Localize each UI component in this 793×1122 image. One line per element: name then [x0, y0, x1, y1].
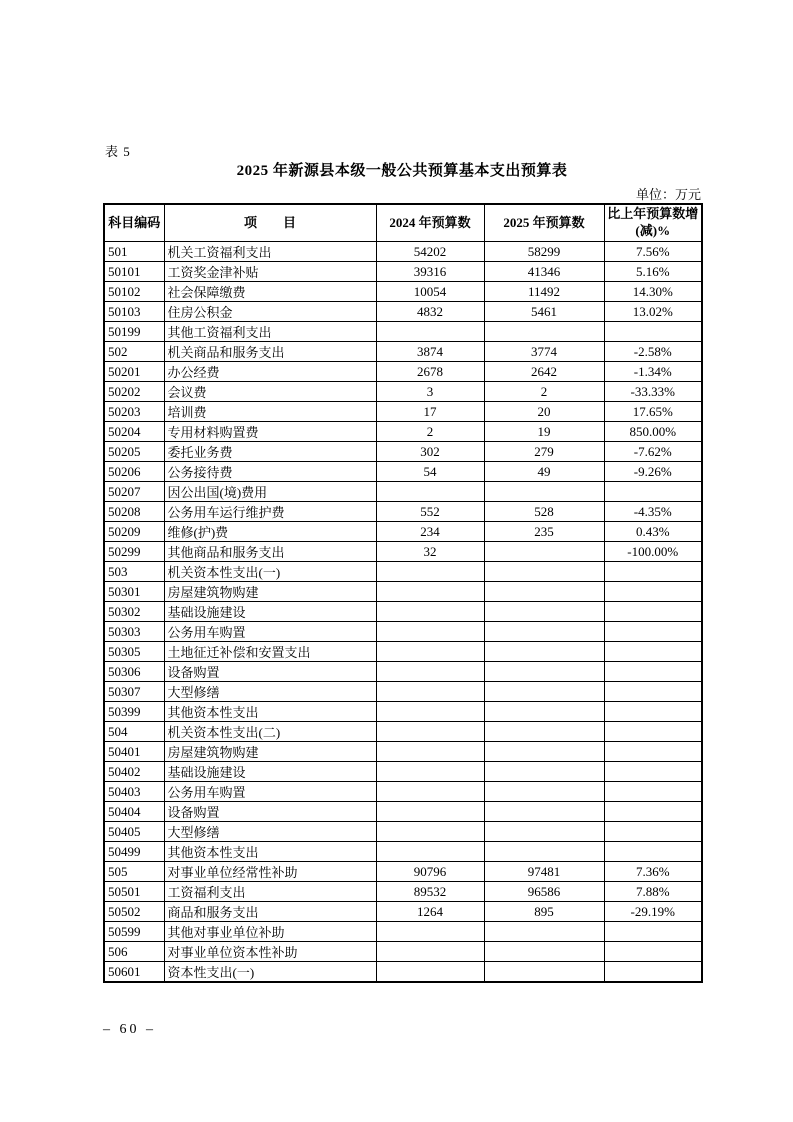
cell-code: 503: [104, 562, 164, 582]
cell-y2024: [376, 962, 484, 983]
table-row: [104, 682, 702, 702]
cell-pct: 7.36%: [604, 862, 702, 882]
table-row: [104, 442, 702, 462]
cell-y2024: [376, 942, 484, 962]
cell-item: 土地征迁补偿和安置支出: [164, 642, 376, 662]
cell-code: 50305: [104, 642, 164, 662]
cell-pct: [604, 842, 702, 862]
cell-item: 商品和服务支出: [164, 902, 376, 922]
cell-code: 50501: [104, 882, 164, 902]
cell-item: 公务用车购置: [164, 782, 376, 802]
cell-item: 设备购置: [164, 662, 376, 682]
cell-item: 住房公积金: [164, 302, 376, 322]
cell-y2024: [376, 742, 484, 762]
cell-y2025: 58299: [484, 242, 604, 262]
cell-code: 50101: [104, 262, 164, 282]
cell-pct: 7.56%: [604, 242, 702, 262]
cell-y2025: [484, 802, 604, 822]
cell-y2024: 10054: [376, 282, 484, 302]
cell-pct: [604, 782, 702, 802]
table-row: [104, 742, 702, 762]
cell-item: 因公出国(境)费用: [164, 482, 376, 502]
cell-item: 大型修缮: [164, 682, 376, 702]
cell-pct: [604, 742, 702, 762]
cell-pct: [604, 922, 702, 942]
table-row: [104, 842, 702, 862]
cell-code: 504: [104, 722, 164, 742]
table-row: [104, 562, 702, 582]
table-row: [104, 602, 702, 622]
cell-code: 50402: [104, 762, 164, 782]
cell-pct: 13.02%: [604, 302, 702, 322]
table-body: [104, 242, 702, 983]
cell-y2024: 54: [376, 462, 484, 482]
cell-code: 505: [104, 862, 164, 882]
cell-code: 50405: [104, 822, 164, 842]
cell-item: 基础设施建设: [164, 602, 376, 622]
column-header-y2025: 2025 年预算数: [484, 204, 604, 242]
cell-item: 对事业单位经常性补助: [164, 862, 376, 882]
cell-y2025: 235: [484, 522, 604, 542]
column-header-pct: 比上年预算数增(减)%: [604, 204, 702, 242]
cell-pct: -29.19%: [604, 902, 702, 922]
cell-code: 50102: [104, 282, 164, 302]
cell-pct: 14.30%: [604, 282, 702, 302]
cell-code: 502: [104, 342, 164, 362]
cell-code: 50204: [104, 422, 164, 442]
column-header-item: 项 目: [164, 204, 376, 242]
unit-note: 单位：万元: [635, 187, 701, 202]
document-title: 2025 年新源县本级一般公共预算基本支出预算表: [236, 163, 568, 179]
cell-y2025: [484, 322, 604, 342]
cell-y2024: 234: [376, 522, 484, 542]
cell-y2024: 302: [376, 442, 484, 462]
cell-y2025: 96586: [484, 882, 604, 902]
cell-y2025: 41346: [484, 262, 604, 282]
cell-y2025: [484, 642, 604, 662]
cell-y2024: [376, 802, 484, 822]
cell-y2024: [376, 622, 484, 642]
cell-y2025: 895: [484, 902, 604, 922]
cell-y2024: [376, 602, 484, 622]
cell-y2024: 2: [376, 422, 484, 442]
cell-y2025: 49: [484, 462, 604, 482]
cell-code: 50599: [104, 922, 164, 942]
cell-item: 对事业单位资本性补助: [164, 942, 376, 962]
cell-pct: -33.33%: [604, 382, 702, 402]
cell-y2025: 97481: [484, 862, 604, 882]
cell-code: 50203: [104, 402, 164, 422]
cell-pct: [604, 622, 702, 642]
cell-pct: -100.00%: [604, 542, 702, 562]
table-row: [104, 902, 702, 922]
table-row: [104, 702, 702, 722]
table-row: [104, 822, 702, 842]
cell-item: 机关商品和服务支出: [164, 342, 376, 362]
column-header-y2024: 2024 年预算数: [376, 204, 484, 242]
table-row: [104, 802, 702, 822]
cell-y2025: 2: [484, 382, 604, 402]
cell-y2025: 528: [484, 502, 604, 522]
cell-y2025: [484, 942, 604, 962]
cell-pct: [604, 582, 702, 602]
cell-item: 工资奖金津补贴: [164, 262, 376, 282]
cell-y2024: [376, 702, 484, 722]
cell-pct: -1.34%: [604, 362, 702, 382]
cell-code: 50302: [104, 602, 164, 622]
cell-item: 办公经费: [164, 362, 376, 382]
cell-y2024: 3874: [376, 342, 484, 362]
cell-item: 机关资本性支出(二): [164, 722, 376, 742]
cell-y2024: [376, 822, 484, 842]
cell-pct: [604, 602, 702, 622]
cell-code: 50207: [104, 482, 164, 502]
cell-item: 机关资本性支出(一): [164, 562, 376, 582]
cell-pct: [604, 802, 702, 822]
page-number: – 60 –: [103, 1022, 156, 1037]
cell-y2024: 89532: [376, 882, 484, 902]
table-row: [104, 482, 702, 502]
cell-item: 社会保障缴费: [164, 282, 376, 302]
cell-pct: 5.16%: [604, 262, 702, 282]
cell-item: 公务接待费: [164, 462, 376, 482]
cell-item: 其他资本性支出: [164, 842, 376, 862]
cell-item: 房屋建筑物购建: [164, 582, 376, 602]
cell-item: 其他工资福利支出: [164, 322, 376, 342]
table-row: [104, 422, 702, 442]
table-header: [104, 204, 702, 242]
cell-y2025: [484, 662, 604, 682]
table-row: [104, 882, 702, 902]
cell-item: 设备购置: [164, 802, 376, 822]
cell-pct: [604, 642, 702, 662]
cell-code: 50208: [104, 502, 164, 522]
cell-y2024: 3: [376, 382, 484, 402]
cell-item: 资本性支出(一): [164, 962, 376, 983]
cell-pct: 0.43%: [604, 522, 702, 542]
table-row: [104, 582, 702, 602]
cell-pct: 850.00%: [604, 422, 702, 442]
cell-item: 维修(护)费: [164, 522, 376, 542]
cell-item: 工资福利支出: [164, 882, 376, 902]
cell-code: 50401: [104, 742, 164, 762]
table-row: [104, 342, 702, 362]
cell-y2024: [376, 322, 484, 342]
cell-code: 50301: [104, 582, 164, 602]
table-row: [104, 622, 702, 642]
table-row: [104, 782, 702, 802]
cell-code: 50601: [104, 962, 164, 983]
cell-pct: [604, 822, 702, 842]
cell-pct: -2.58%: [604, 342, 702, 362]
table-row: [104, 262, 702, 282]
cell-pct: -7.62%: [604, 442, 702, 462]
cell-pct: [604, 942, 702, 962]
cell-y2024: 2678: [376, 362, 484, 382]
table-row: [104, 962, 702, 983]
cell-code: 50103: [104, 302, 164, 322]
cell-y2024: [376, 682, 484, 702]
cell-pct: [604, 702, 702, 722]
table-header-row: [104, 204, 702, 242]
cell-code: 50201: [104, 362, 164, 382]
cell-pct: 7.88%: [604, 882, 702, 902]
cell-item: 培训费: [164, 402, 376, 422]
cell-item: 其他对事业单位补助: [164, 922, 376, 942]
cell-pct: [604, 722, 702, 742]
cell-item: 公务用车购置: [164, 622, 376, 642]
cell-code: 50403: [104, 782, 164, 802]
cell-code: 50502: [104, 902, 164, 922]
cell-y2025: 2642: [484, 362, 604, 382]
table-row: [104, 242, 702, 262]
cell-y2024: 39316: [376, 262, 484, 282]
cell-item: 会议费: [164, 382, 376, 402]
cell-y2025: [484, 702, 604, 722]
cell-code: 50399: [104, 702, 164, 722]
cell-item: 机关工资福利支出: [164, 242, 376, 262]
cell-y2025: [484, 722, 604, 742]
cell-y2024: 17: [376, 402, 484, 422]
cell-y2024: [376, 562, 484, 582]
table-row: [104, 942, 702, 962]
cell-y2025: 3774: [484, 342, 604, 362]
cell-pct: -4.35%: [604, 502, 702, 522]
cell-y2024: [376, 782, 484, 802]
cell-y2025: [484, 762, 604, 782]
cell-y2025: [484, 922, 604, 942]
table-row: [104, 722, 702, 742]
cell-code: 50199: [104, 322, 164, 342]
cell-y2025: 20: [484, 402, 604, 422]
cell-y2024: [376, 722, 484, 742]
cell-code: 50202: [104, 382, 164, 402]
cell-code: 50205: [104, 442, 164, 462]
cell-pct: [604, 662, 702, 682]
cell-pct: [604, 682, 702, 702]
table-row: [104, 642, 702, 662]
table-row: [104, 922, 702, 942]
cell-item: 委托业务费: [164, 442, 376, 462]
cell-y2024: [376, 662, 484, 682]
cell-item: 公务用车运行维护费: [164, 502, 376, 522]
cell-code: 506: [104, 942, 164, 962]
cell-code: 50303: [104, 622, 164, 642]
cell-y2025: 11492: [484, 282, 604, 302]
cell-y2025: [484, 542, 604, 562]
cell-y2024: 32: [376, 542, 484, 562]
table-row: [104, 542, 702, 562]
table-row: [104, 462, 702, 482]
cell-code: 50499: [104, 842, 164, 862]
cell-y2024: 552: [376, 502, 484, 522]
cell-y2024: [376, 762, 484, 782]
cell-y2025: [484, 742, 604, 762]
table-row: [104, 862, 702, 882]
cell-item: 大型修缮: [164, 822, 376, 842]
cell-y2025: 19: [484, 422, 604, 442]
sheet-label: 表 5: [105, 144, 131, 159]
budget-table: [103, 203, 703, 983]
table-row: [104, 322, 702, 342]
cell-pct: -9.26%: [604, 462, 702, 482]
cell-pct: [604, 482, 702, 502]
cell-y2025: [484, 822, 604, 842]
cell-y2024: [376, 922, 484, 942]
cell-y2024: [376, 582, 484, 602]
table-row: [104, 362, 702, 382]
cell-item: 专用材料购置费: [164, 422, 376, 442]
cell-y2025: [484, 682, 604, 702]
cell-pct: [604, 322, 702, 342]
cell-y2025: [484, 622, 604, 642]
cell-y2024: [376, 642, 484, 662]
cell-y2024: [376, 842, 484, 862]
table-row: [104, 522, 702, 542]
cell-y2025: [484, 782, 604, 802]
cell-code: 50404: [104, 802, 164, 822]
cell-pct: 17.65%: [604, 402, 702, 422]
cell-code: 50306: [104, 662, 164, 682]
cell-y2025: [484, 842, 604, 862]
cell-code: 501: [104, 242, 164, 262]
table-row: [104, 382, 702, 402]
cell-y2025: [484, 962, 604, 983]
cell-code: 50299: [104, 542, 164, 562]
table-row: [104, 302, 702, 322]
cell-pct: [604, 562, 702, 582]
cell-pct: [604, 762, 702, 782]
cell-y2025: [484, 582, 604, 602]
cell-y2024: [376, 482, 484, 502]
cell-y2025: 5461: [484, 302, 604, 322]
cell-y2024: 90796: [376, 862, 484, 882]
cell-code: 50307: [104, 682, 164, 702]
table-row: [104, 662, 702, 682]
cell-code: 50209: [104, 522, 164, 542]
column-header-code: 科目编码: [104, 204, 164, 242]
cell-item: 其他商品和服务支出: [164, 542, 376, 562]
table-row: [104, 402, 702, 422]
cell-y2024: 1264: [376, 902, 484, 922]
cell-item: 基础设施建设: [164, 762, 376, 782]
cell-y2025: [484, 562, 604, 582]
cell-code: 50206: [104, 462, 164, 482]
cell-y2024: 54202: [376, 242, 484, 262]
cell-pct: [604, 962, 702, 983]
table-row: [104, 762, 702, 782]
table-row: [104, 502, 702, 522]
cell-y2025: [484, 482, 604, 502]
table-row: [104, 282, 702, 302]
cell-item: 房屋建筑物购建: [164, 742, 376, 762]
cell-y2025: 279: [484, 442, 604, 462]
cell-item: 其他资本性支出: [164, 702, 376, 722]
cell-y2024: 4832: [376, 302, 484, 322]
cell-y2025: [484, 602, 604, 622]
